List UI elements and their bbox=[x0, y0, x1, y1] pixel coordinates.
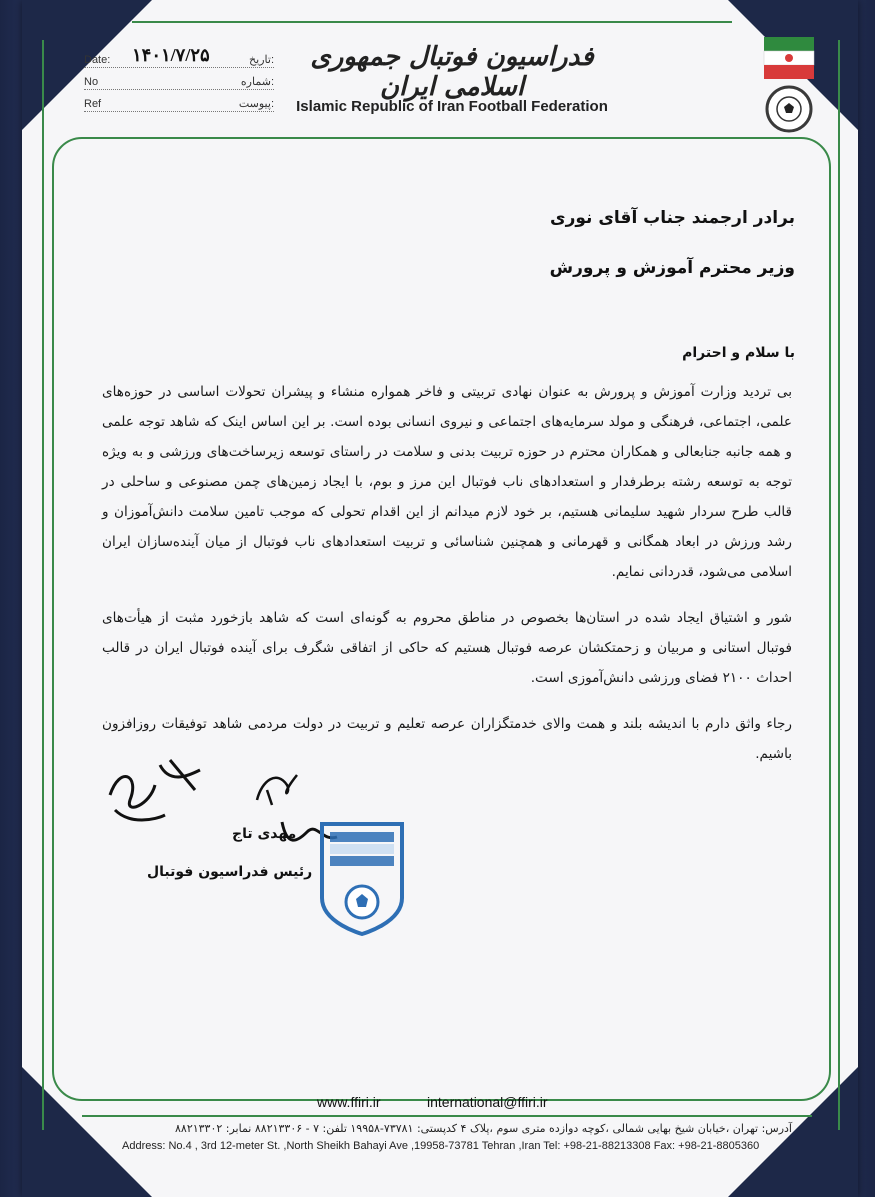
addressee-line-2: وزیر محترم آموزش و پرورش bbox=[549, 258, 795, 278]
date-row bbox=[84, 45, 274, 68]
federation-logo-icon bbox=[760, 35, 818, 135]
greeting: با سلام و احترام bbox=[682, 345, 795, 361]
federation-title-fa: فدراسیون فوتبال جمهوری اسلامی ایران bbox=[310, 42, 594, 102]
letter-paragraph-1: بی تردید وزارت آموزش و پرورش به عنوان نهادی تربیتی و فاخر همواره منشاء و پیشران تحولات اساسی در حوزه‌های علمی، اجتماعی، فرهنگی و مولد سرمایه‌های اجتماعی و نیروی انسانی بوده است. بر این اساس اینک که شاهد توجه علمی و همه جانبه جنابعالی و همکاران محترم در حوزه تربیت بدنی و سلامت در راستای توسعه زیرساخت‌های ورزشی و به ویژه توجه به توسعه رشته برطرفدار و استعدادهای ناب فوتبال این مرز و بوم، با ایجاد زمین‌های چمن مصنوعی و ساحلی در قالب طرح سردار شهید سلیمانی هستیم، بر خود لازم میدانم از این اقدام تحولی که موجب تامین سلامت دانش‌آموزان و رشد ورزش در ابعاد همگانی و قهرمانی و همچنین شناسائی و تربیت استعدادهای ناب فوتبال از میان آینده‌سازان ایران اسلامی می‌شود، قدردانی نمایم. bbox=[102, 384, 792, 580]
handwritten-signature-icon bbox=[100, 745, 210, 830]
ref-row bbox=[84, 92, 274, 112]
letter-paper bbox=[22, 0, 858, 1197]
handwritten-note-icon bbox=[247, 760, 307, 810]
date-label-fa: تاریخ: bbox=[249, 54, 274, 66]
date-value: ۱۴۰۱/۷/۲۵ bbox=[132, 45, 210, 65]
margin-line-right bbox=[838, 40, 840, 1130]
letter-meta bbox=[84, 45, 274, 114]
number-label-en: No bbox=[84, 76, 99, 88]
number-label-fa: شماره: bbox=[240, 76, 274, 88]
federation-title-en: Islamic Republic of Iran Football Federation bbox=[296, 98, 608, 115]
letter-paragraph-2: شور و اشتیاق ایجاد شده در استان‌ها بخصوص در مناطق محروم به گونه‌ای است که شاهد بازخورد مثبت از هیأت‌های فوتبال استانی و مربیان و زحمتکشان عرصه فوتبال هستیم که حاکی از اتفاقی شگرف برای آینده فوتبال ایران در قالب احداث ۲۱۰۰ فضای ورزشی دانش‌آموزی است. bbox=[102, 610, 792, 686]
address-en: Address: No.4 , 3rd 12-meter St. ,North Sheikh Bahayi Ave ,19958-73781 Tehran ,Iran Tel: +98-21-88213308 Fax: +98-21-8805360 bbox=[122, 1140, 760, 1152]
website-link[interactable]: www.ffiri.ir bbox=[317, 1094, 381, 1110]
letter-paragraph-3: رجاء واثق دارم با اندیشه بلند و همت والای خدمتگزاران عرصه تعلیم و تربیت در دولت مردمی شاهد توفیقات روزافزون باشیم. bbox=[102, 716, 792, 762]
email-link[interactable]: international@ffiri.ir bbox=[427, 1094, 548, 1110]
ref-label-en: Ref bbox=[84, 98, 102, 110]
addressee-line-1: برادر ارجمند جناب آقای نوری bbox=[550, 208, 795, 228]
date-label-en: Date: bbox=[84, 54, 111, 66]
footer-divider bbox=[82, 1115, 812, 1117]
signer-title: رئیس فدراسیون فوتبال bbox=[147, 864, 313, 880]
address-fa: آدرس: تهران ،خیابان شیخ بهایی شمالی ،کوچه دوازده متری سوم ،پلاک ۴ کدپستی: ۷۳۷۸۱-۱۹۹۵۸ تلفن: ۷ - ۸۸۲۱۳۳۰۶ نمابر: ۸۸۲۱۳۳۰۲ bbox=[175, 1122, 792, 1135]
ref-label-fa: پیوست: bbox=[238, 98, 274, 110]
signer-name: مهدی تاج bbox=[232, 826, 297, 842]
margin-line-left bbox=[42, 40, 44, 1130]
number-row bbox=[84, 70, 274, 90]
letterhead bbox=[22, 0, 858, 135]
federation-stamp-icon bbox=[318, 818, 406, 936]
